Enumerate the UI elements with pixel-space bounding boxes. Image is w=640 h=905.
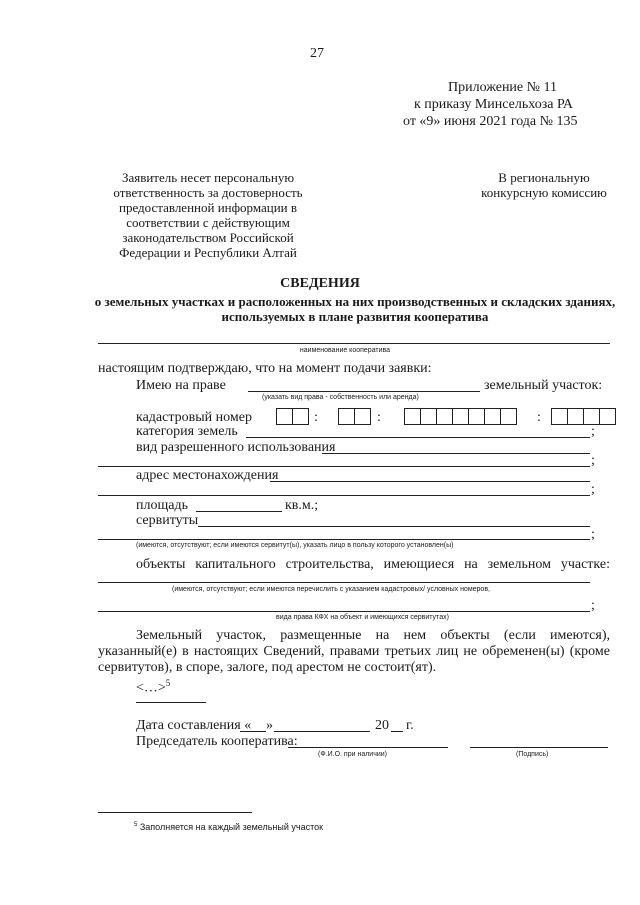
cadastral-cell[interactable] [276, 408, 293, 425]
area-unit: кв.м.; [285, 498, 319, 513]
land-plot-label: земельный участок: [484, 378, 603, 393]
cadastral-cell[interactable] [500, 408, 517, 425]
cadastral-separator: : [314, 410, 318, 425]
disclaimer-line: Федерации и Республики Алтай [119, 245, 297, 260]
addressee-block [476, 170, 612, 200]
objects-word: участке: [560, 557, 610, 572]
ellipsis-text: <…> [136, 680, 166, 696]
cadastral-boxes-group-3 [404, 408, 516, 425]
objects-field[interactable] [98, 582, 590, 583]
cadastral-cell[interactable] [551, 408, 568, 425]
easements-semicolon: ; [591, 527, 595, 542]
footnote-ref: 5 [134, 822, 138, 828]
date-year-field[interactable] [391, 731, 403, 732]
chairman-fio-field[interactable] [288, 747, 448, 748]
easements-field[interactable] [198, 526, 590, 527]
area-field[interactable] [196, 511, 282, 512]
footnote-text: Заполняется на каждый земельный участок [139, 822, 324, 832]
coop-name-field[interactable] [98, 343, 610, 344]
chairman-signature-field[interactable] [470, 747, 608, 748]
date-day-field[interactable] [240, 731, 266, 732]
document-title: СВЕДЕНИЯ [280, 276, 360, 291]
confirm-text: настоящим подтверждаю, что на момент подачи заявки: [98, 361, 432, 376]
footnote [134, 820, 323, 833]
cadastral-cell[interactable] [567, 408, 584, 425]
right-type-caption: (указать вид права - собственность или аренда) [262, 394, 419, 401]
cadastral-boxes-group-2 [338, 408, 370, 425]
date-mid: » [266, 718, 273, 733]
cadastral-cell[interactable] [338, 408, 355, 425]
objects-word: земельном [487, 557, 551, 572]
date-year-suffix: г. [406, 718, 414, 733]
objects-word: объекты [136, 557, 186, 572]
disclaimer-block [108, 170, 308, 260]
category-semicolon: ; [591, 424, 595, 439]
disclaimer-line: ответственность за достоверность [113, 185, 303, 200]
easements-field-2[interactable] [98, 539, 590, 540]
disclaimer-line: соответствии с действующим [126, 215, 290, 230]
objects-field-2[interactable] [98, 611, 590, 612]
signature-caption: (Подпись) [516, 751, 549, 758]
permitted-use-field-2[interactable] [98, 466, 590, 467]
kfh-caption: вида права КФХ на объект и имеющихся сервитутах) [276, 614, 449, 621]
cadastral-cell[interactable] [420, 408, 437, 425]
objects-word: капитального [195, 557, 276, 572]
cadastral-cell[interactable] [583, 408, 600, 425]
date-prefix: Дата составления « [136, 718, 252, 733]
category-field[interactable] [246, 437, 590, 438]
appendix-line-2: к приказу Минсельхоза РА [414, 97, 574, 112]
cadastral-separator: : [377, 410, 381, 425]
area-label: площадь [136, 498, 188, 513]
address-field-2[interactable] [98, 495, 590, 496]
cadastral-cell[interactable] [292, 408, 309, 425]
objects-word: строительства, [285, 557, 374, 572]
appendix-line-3: от «9» июня 2021 года № 135 [403, 114, 578, 129]
document-subtitle-1: о земельных участках и расположенных на них производственных и складских зданиях, [94, 294, 616, 309]
cadastral-boxes-group-4 [551, 408, 615, 425]
address-label: адрес местонахождения [136, 468, 279, 483]
cadastral-cell[interactable] [436, 408, 453, 425]
ellipsis-underline [136, 702, 206, 703]
right-prefix-label: Имею на праве [136, 378, 226, 393]
right-type-field[interactable] [248, 391, 480, 392]
addressee-line: В региональную [498, 170, 590, 185]
addressee-line: конкурсную комиссию [481, 185, 607, 200]
cadastral-cell[interactable] [452, 408, 469, 425]
document-subtitle-2: используемых в плане развития кооператива [221, 309, 489, 324]
cadastral-cell[interactable] [468, 408, 485, 425]
cadastral-cell[interactable] [484, 408, 501, 425]
disclaimer-line: законодательством Российской [122, 230, 294, 245]
permitted-use-field[interactable] [322, 453, 590, 454]
objects-word: имеющиеся [383, 557, 455, 572]
chairman-label: Председатель кооператива: [136, 734, 298, 749]
disclaimer-line: Заявитель несет персональную [121, 170, 295, 185]
cadastral-cell[interactable] [354, 408, 371, 425]
footnote-separator [98, 812, 252, 813]
cadastral-cell[interactable] [599, 408, 616, 425]
cadastral-cell[interactable] [404, 408, 421, 425]
date-year-prefix: 20 [375, 718, 389, 733]
cadastral-boxes-group-1 [276, 408, 308, 425]
cadastral-separator: : [537, 410, 541, 425]
easements-label: сервитуты [136, 513, 199, 528]
date-month-field[interactable] [274, 731, 370, 732]
address-semicolon: ; [591, 482, 595, 497]
disclaimer-line: предоставленной информации в [118, 200, 298, 215]
fio-caption: (Ф.И.О. при наличии) [318, 751, 387, 758]
ellipsis-footnote-ref: 5 [165, 678, 171, 688]
cadastral-label: кадастровый номер [136, 410, 252, 425]
objects-caption: (имеются, отсутствуют; если имеются перечислить с указанием кадастровых/ условных номеров, [172, 586, 490, 593]
permitted-use-semicolon: ; [591, 453, 595, 468]
ellipsis-marker [136, 675, 170, 697]
coop-name-caption: наименование кооператива [299, 347, 391, 354]
objects-label [136, 557, 610, 573]
objects-word: на [464, 557, 478, 572]
statement-paragraph: Земельный участок, размещенные на нем объекты (если имеются), указанный(е) в настоящих Сведений, правами третьих лиц не обременен(ы) (кроме сервитутов), в споре, залоге, под арестом не состоит(ят). [98, 628, 610, 675]
easements-caption: (имеются, отсутствуют; если имеются сервитут(ы), указать лицо в пользу которого установлен(ы) [136, 542, 454, 549]
address-field[interactable] [270, 481, 590, 482]
category-label: категория земель [136, 424, 238, 439]
appendix-line-1: Приложение № 11 [448, 80, 557, 95]
page-number: 27 [310, 46, 324, 61]
permitted-use-label: вид разрешенного использования [136, 440, 336, 455]
objects-semicolon: ; [591, 598, 595, 613]
